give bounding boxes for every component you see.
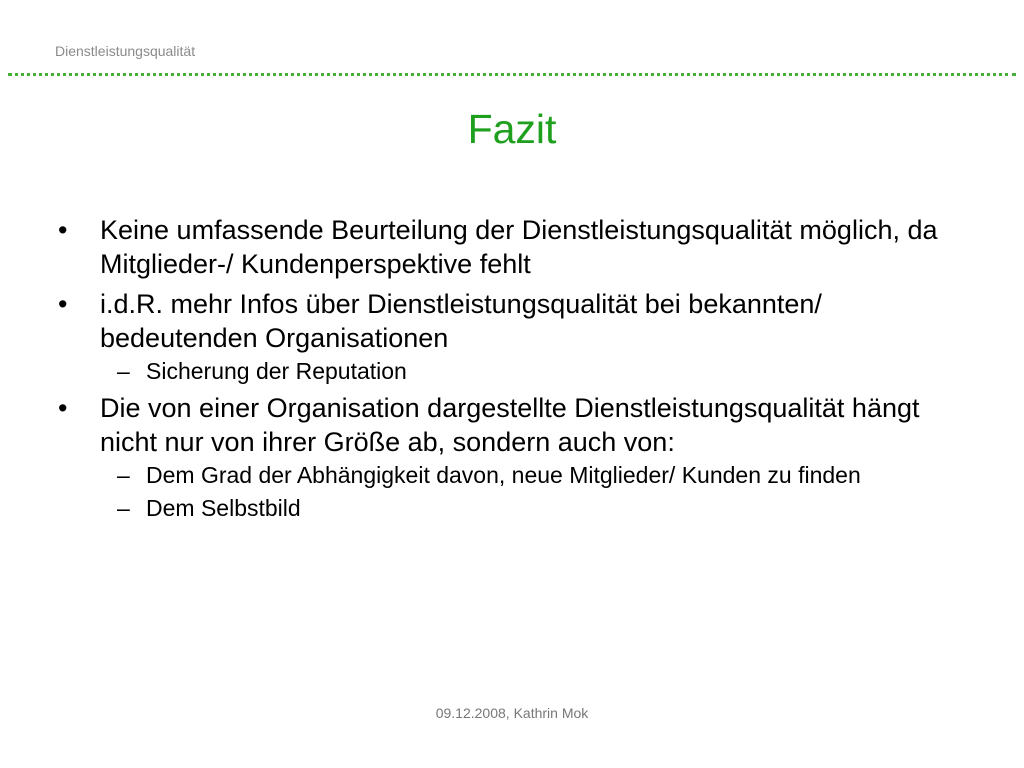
bullet-text: Keine umfassende Beurteilung der Dienstleistungsqualität möglich, da Mitglieder-/ Kundenperspektive fehlt	[100, 215, 938, 279]
sub-bullet-list	[100, 357, 978, 385]
header-label: Dienstleistungsqualität	[55, 43, 196, 59]
sub-bullet-marker: –	[117, 495, 130, 521]
bullet-item	[58, 213, 978, 281]
bullet-item	[58, 287, 978, 385]
sub-bullet-list	[100, 461, 978, 522]
sub-bullet-marker: –	[117, 462, 130, 488]
sub-bullet-item	[100, 461, 978, 489]
bullet-marker: •	[58, 215, 68, 245]
footer-text: 09.12.2008, Kathrin Mok	[435, 705, 589, 721]
dotted-divider	[8, 73, 1016, 76]
bullet-text: i.d.R. mehr Infos über Dienstleistungsqualität bei bekannten/ bedeutenden Organisationen	[100, 289, 822, 353]
sub-bullet-text: Sicherung der Reputation	[146, 358, 407, 384]
bullet-item	[58, 391, 978, 522]
bullet-list	[58, 213, 978, 528]
sub-bullet-item	[100, 494, 978, 522]
slide-title: Fazit	[467, 106, 557, 152]
bullet-marker: •	[58, 393, 68, 423]
bullet-text: Die von einer Organisation dargestellte Dienstleistungsqualität hängt nicht nur von ihrer Größe ab, sondern auch von:	[100, 393, 920, 457]
sub-bullet-marker: –	[117, 358, 130, 384]
sub-bullet-item	[100, 357, 978, 385]
bullet-marker: •	[58, 289, 68, 319]
sub-bullet-text: Dem Selbstbild	[146, 495, 301, 521]
sub-bullet-text: Dem Grad der Abhängigkeit davon, neue Mitglieder/ Kunden zu finden	[146, 462, 861, 488]
